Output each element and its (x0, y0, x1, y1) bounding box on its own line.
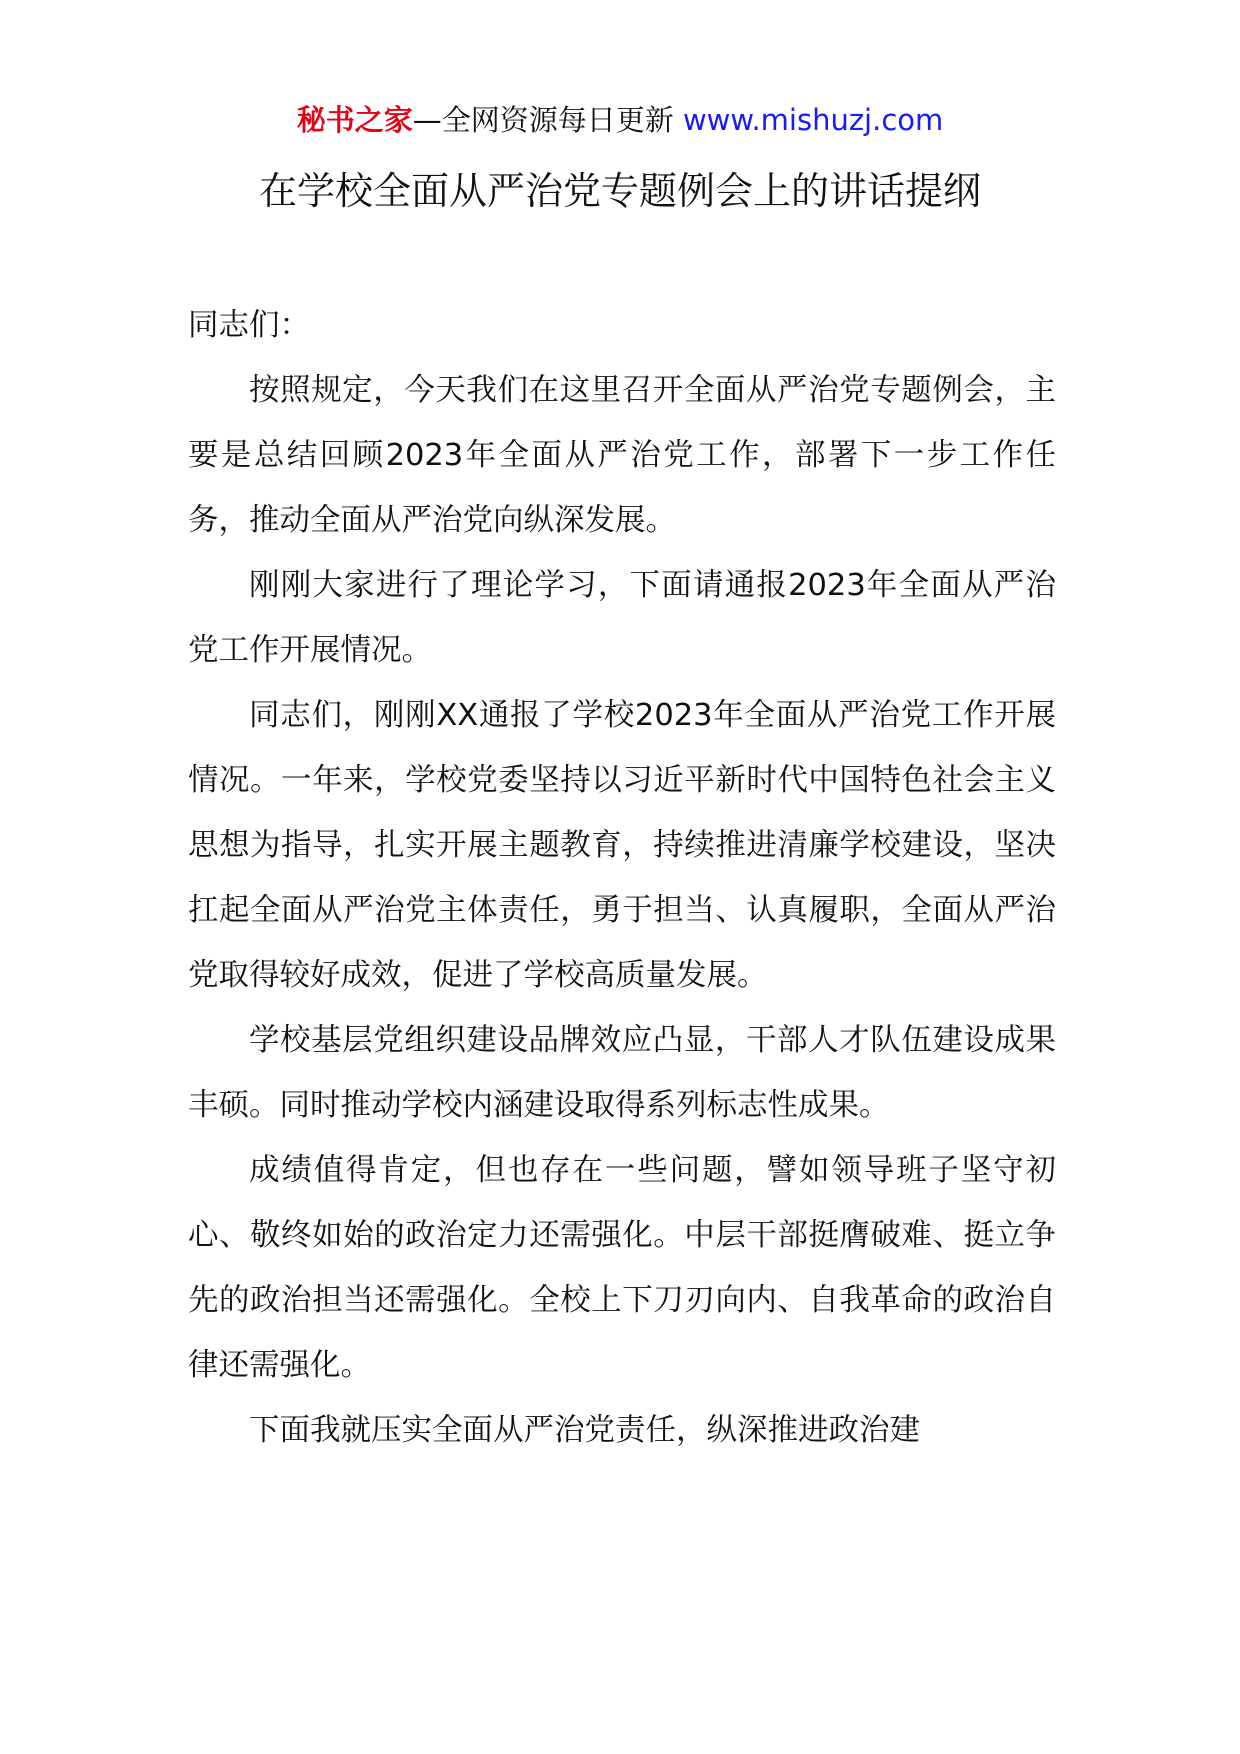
paragraph: 学校基层党组织建设品牌效应凸显，干部人才队伍建设成果丰硕。同时推动学校内涵建设取得系列标志性成果。 (188, 1023, 1056, 1123)
document-body (188, 293, 1056, 1463)
site-url: www.mishuzj.com (682, 103, 944, 137)
site-header (0, 100, 1240, 140)
document-title: 在学校全面从严治党专题例会上的讲话提纲 (258, 169, 981, 213)
paragraph: 按照规定，今天我们在这里召开全面从严治党专题例会，主要是总结回顾2023年全面从严治党工作，部署下一步工作任务，推动全面从严治党向纵深发展。 (188, 373, 1056, 538)
paragraph: 同志们，刚刚XX通报了学校2023年全面从严治党工作开展情况。一年来，学校党委坚持以习近平新时代中国特色社会主义思想为指导，扎实开展主题教育，持续推进清廉学校建设，坚决扛起全面从严治党主体责任，勇于担当、认真履职，全面从严治党取得较好成效，促进了学校高质量发展。 (188, 698, 1056, 993)
paragraph: 刚刚大家进行了理论学习，下面请通报2023年全面从严治党工作开展情况。 (188, 568, 1056, 668)
paragraph: 下面我就压实全面从严治党责任，纵深推进政治建 (249, 1413, 920, 1448)
paragraph: 成绩值得肯定，但也存在一些问题，譬如领导班子坚守初心、敬终如始的政治定力还需强化。中层干部挺膺破难、挺立争先的政治担当还需强化。全校上下刀刃向内、自我革命的政治自律还需强化。 (188, 1153, 1056, 1383)
brand-name: 秘书之家 (296, 103, 413, 137)
header-tagline: —全网资源每日更新 (412, 103, 674, 137)
salutation: 同志们： (188, 308, 310, 343)
